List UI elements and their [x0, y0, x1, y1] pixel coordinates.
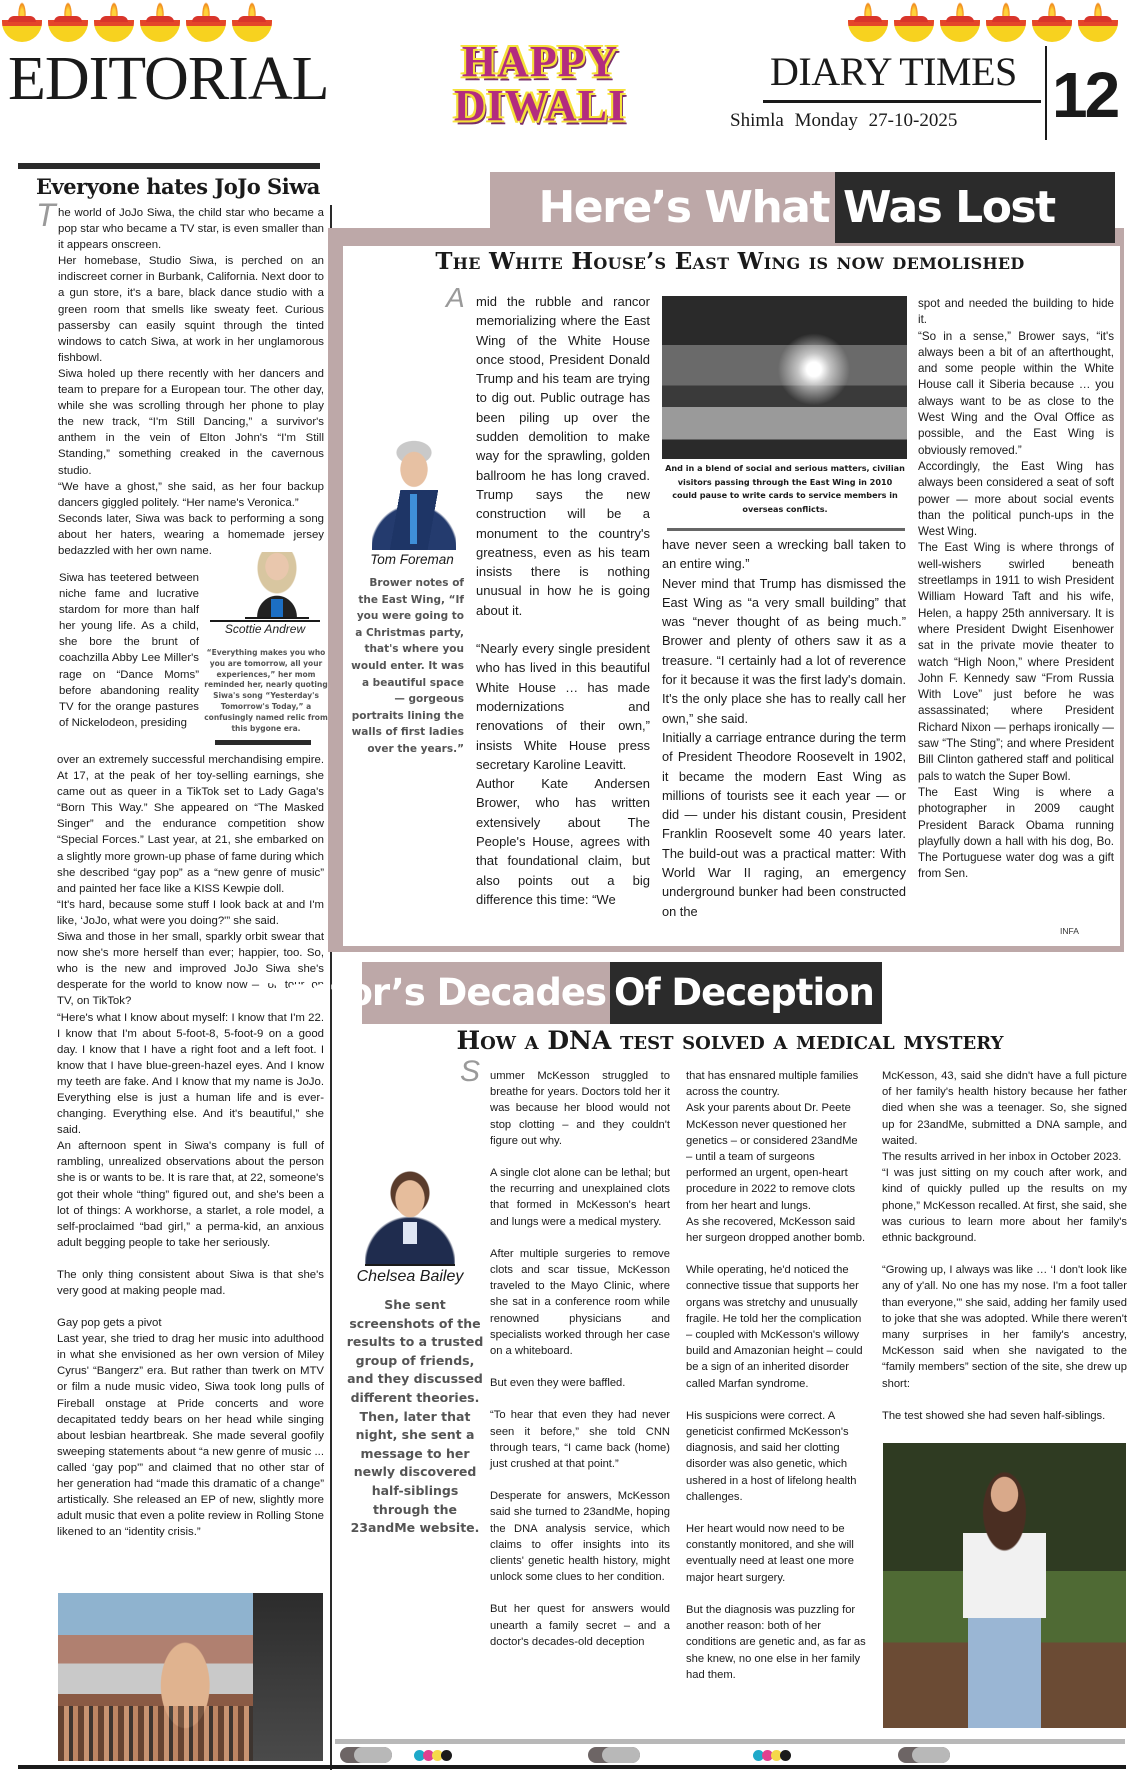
- spacer: [882, 1392, 1127, 1408]
- diya-lamp-icon: [184, 0, 228, 45]
- paragraph: he world of JoJo Siwa, the child star who became a pop star who became a TV star, is even smaller than it appears onscreen.: [58, 207, 324, 252]
- spacer: [490, 1391, 670, 1407]
- festival-line-1: HAPPY: [461, 37, 619, 86]
- paragraph: Accordingly, the East Wing has always been considered a seat of soft power — more about social events than the political punch-ups in the West Wing.: [918, 459, 1114, 539]
- author-photo: [365, 1168, 455, 1266]
- diya-lamp-icon: [138, 0, 182, 45]
- left-article-body-bottom: [57, 752, 324, 1540]
- author-name: Chelsea Bailey: [356, 1268, 464, 1285]
- festival-line-2: DIWALI: [453, 81, 627, 130]
- diya-lamp-icon: [1030, 0, 1074, 45]
- east-wing-photo: [662, 296, 907, 459]
- banner-text-light: Here’s What: [538, 182, 829, 233]
- spacer: [57, 1251, 324, 1267]
- paragraph: Never mind that Trump has dismissed the East Wing as “a very small building” that was “never thought of as being much.” Brower and plenty of others saw it as a treasure. “I certainly had a lot of reverence for it because it was the first lady's domain. It's the only place she has to really call her own,” she said.: [662, 575, 906, 726]
- registration-pill-icon: [340, 1747, 392, 1763]
- festival-greeting: [440, 37, 640, 130]
- diya-lamp-icon: [892, 0, 936, 45]
- paragraph: But the diagnosis was puzzling for another reason: both of her conditions are genetic and, as far as she knew, no one else in her family had them.: [686, 1603, 866, 1681]
- registration-pill-icon: [588, 1747, 640, 1763]
- diya-lamp-icon: [846, 0, 890, 45]
- paragraph: Her heart would now need to be constantly monitored, and she will eventually need at least one more major heart surgery.: [686, 1523, 854, 1584]
- masthead-title: DIARY TIMES: [770, 49, 1017, 94]
- section-a-column-3: [918, 296, 1114, 883]
- left-article-body-top: [36, 197, 324, 559]
- pull-quote: “Everything makes you who you are tomorrow, all your experiences,” her mom reminded her, nearly quoting Siwa's song “Yesterday's Tomorrow's Today,” a confusingly named relic from this bygone era.: [204, 648, 328, 733]
- section-b-column-2: [686, 1068, 866, 1683]
- paragraph: Last year, she tried to drag her music into adulthood in what she envisioned as her own version of Miley Cyrus' “Bangerz” era. But rather than twerk on MTV or film a nude music video, Siwa took long pulls of Fireball onstage at Pride concerts and wore decapitated teddy bears on her head while singing about lesbian heartbreak. She made several goofily sweeping statements about “a new genre of music ... called ‘gay pop'” and claimed that no other star of her generation had “made this dramatic of a change” artistically. She released an EP of new, slightly more adult music that even a polite review in Rolling Stone likened to an “identity crisis.”: [57, 1333, 324, 1539]
- section-b-column-3: [882, 1068, 1127, 1424]
- paragraph: “I was just sitting on my couch after work, and kind of quickly pulled up the results on my phone,” McKesson recalled. At first, she said, she was curious to learn more about her family's ethnic background.: [882, 1167, 1128, 1245]
- section-a-banner-light: [490, 172, 835, 243]
- paragraph: “Nearly every single president who has lived in this beautiful White House … has made modernizations and renovations of their own,” insists White House press secretary Karoline Leavitt.: [476, 641, 650, 772]
- spacer: [490, 1585, 670, 1601]
- author-photo: [245, 545, 309, 619]
- section-a-banner-dark: [835, 172, 1115, 243]
- dateline-date: 27-10-2025: [868, 110, 958, 131]
- author-name: Scottie Andrew: [224, 622, 306, 636]
- paragraph: The only thing consistent about Siwa is that she's very good at making people mad.: [57, 1268, 324, 1297]
- credit-line: INFA: [1060, 926, 1079, 936]
- concert-photo: [58, 1593, 323, 1761]
- pull-quote: She sent screenshots of the results to a trusted group of friends, and they discussed different theories. Then, later that night, she sent a message to her newly discovered half-siblings through the 23andMe website.: [346, 1297, 484, 1536]
- diya-lamp-icon: [1076, 0, 1120, 45]
- section-a-column-1: [446, 282, 650, 909]
- mckesson-photo: [883, 1443, 1126, 1728]
- paragraph: As she recovered, McKesson said her surgeon dropped another bomb.: [686, 1215, 866, 1245]
- paragraph: A single clot alone can be lethal; but the recurring and unexplained clots that formed in McKesson's heart and lungs were a medical mystery.: [490, 1167, 670, 1228]
- paragraph: that has ensnared multiple families across the country.: [686, 1070, 859, 1099]
- spacer: [490, 1149, 670, 1165]
- pull-quote-rule: [215, 740, 311, 745]
- registration-pill-icon: [898, 1747, 950, 1763]
- banner-text-light: Doctor’s Decades: [255, 971, 606, 1014]
- left-article-narrow-text: Siwa has teetered between niche fame and lucrative stardom for more than half her young life. As a child, she bore the brunt of coachzilla Abby Lee Miller's rage on “Dance Moms” before abandoning reality TV for the orange pastures of Nickelodeon, presiding: [59, 572, 199, 729]
- spacer: [490, 1359, 670, 1375]
- diya-lamp-icon: [938, 0, 982, 45]
- diya-row-right: [846, 0, 1120, 45]
- paragraph: “To hear that even they had never seen it before,” she told CNN through tears, “I came back (home) just crushed at that point.”: [490, 1409, 670, 1471]
- drop-cap: A: [446, 282, 465, 313]
- spacer: [686, 1392, 866, 1408]
- paragraph: Her homebase, Studio Siwa, is perched on an indiscreet corner in Burbank, California. Next door to a gun store, it's a bare, black dance studio with a green room that smells like sweaty feet. Curious passersby can easily squint through the tinted windows to catch Siwa, at work in her unglamorous fishbowl.: [58, 255, 324, 364]
- paragraph: Author Kate Andersen Brower, who has written extensively about The People's House, agrees with that foundational claim, but also points out a big difference this time: “We: [476, 776, 650, 907]
- diya-lamp-icon: [92, 0, 136, 45]
- paragraph: Siwa and those in her small, sparkly orbit swear that now she's more herself than ever; happier, too. So, who is the new and improved JoJo Siwa she's desperate for the world to know now — on tour, on TV, on TikTok?: [57, 931, 324, 1008]
- pull-quote: Brower notes of the East Wing, “If you were going to a Christmas party, that's where you would enter. It was a beautiful space — gorgeous portraits lining the walls of first ladies over the years.”: [351, 577, 464, 755]
- spacer: [476, 620, 650, 639]
- spacer: [490, 1472, 670, 1488]
- spacer: [686, 1586, 866, 1602]
- paragraph: Desperate for answers, McKesson said she turned to 23andMe, hoping the DNA analysis service, which claims to offer insights into its clients' genetic health history, might unlock some clues to her condition.: [490, 1490, 670, 1584]
- paragraph: But even they were baffled.: [490, 1377, 626, 1390]
- section-title: EDITORIAL: [8, 45, 329, 113]
- paragraph: “It's hard, because some stuff I look back at and I'm like, ‘JoJo, what were you doing?'” she said.: [57, 898, 324, 927]
- paragraph: “Growing up, I always was like … ‘I don't look like any of y'all. No one has my nose. I'm a foot taller than everyone,'” she said, adding her family used to joke that she was adopted. While there weren't many surprises in her family's ancestry, McKesson said when she navigated to the “family members” section of the site, she drew up short:: [882, 1264, 1127, 1390]
- banner-text-dark: Of Deception: [614, 971, 874, 1014]
- author-name: Tom Foreman: [370, 552, 454, 567]
- paragraph: Ask your parents about Dr. Peete McKesson never questioned her genetics – or considered 23andMe – until a team of surgeons performed an urgent, open-heart procedure in 2022 to remove clots from her heart and lungs.: [686, 1102, 858, 1212]
- photo-caption: And in a blend of social and serious matters, civilian visitors passing through the East Wing in 2010 could pause to write cards to service members in overseas conflicts.: [665, 463, 905, 514]
- masthead-divider: [1045, 46, 1047, 140]
- section-a-column-2: [662, 535, 906, 921]
- spacer: [490, 1230, 670, 1246]
- paragraph: The test showed she had seven half-siblings.: [882, 1409, 1106, 1422]
- dateline-day: Monday: [794, 110, 858, 131]
- diya-lamp-icon: [0, 0, 44, 45]
- dateline-city: Shimla: [730, 110, 784, 131]
- paragraph: After multiple surgeries to remove clots and scar tissue, McKesson traveled to the Mayo Clinic, where she sat in a conference room while renowned physicians and specialists worked through her case on a whiteboard.: [490, 1247, 670, 1358]
- paragraph: An afternoon spent in Siwa's company is full of rambling, unrealized observations about the person she is or wants to be. It is rare that, at 22, someone's got their whole “thing” figured out, and she's been a lot of things: A workhorse, a starlet, a role model, a self-proclaimed “bad girl,” a perma-kid, an anxious adult begging people to take her seriously.: [57, 1140, 324, 1249]
- cmyk-dots-icon: [414, 1750, 450, 1761]
- spacer: [57, 1299, 324, 1315]
- section-b-column-1: [460, 1055, 670, 1650]
- paragraph: “We have a ghost,” she said, as her four backup dancers giggled politely. “Her name's Veronica.”: [58, 480, 324, 509]
- subheading: Gay pop gets a pivot: [57, 1317, 162, 1330]
- author-photo: [372, 438, 456, 550]
- paragraph: have never seen a wrecking ball taken to an entire wing.”: [662, 537, 906, 572]
- paragraph: mid the rubble and rancor memorializing where the East Wing of the White House once stood, President Donald Trump and his team are trying to dig out. Public outrage has been piling up over the sudden demolition to make way for the sprawling, golden ballroom he has long craved. Trump says the new construction will be a monument to the country's greatness, even as his team insists there is nothing unusual in how he is going about it.: [476, 294, 650, 618]
- paragraph: Seconds later, Siwa was back to performing a song about her haters, wearing a homemade jersey bedazzled with her own name.: [58, 512, 324, 557]
- diya-lamp-icon: [230, 0, 274, 45]
- section-b-banner-light: [255, 962, 610, 1024]
- paragraph: “So in a sense,” Brower says, “it's always been a bit of an afterthought, and some people within the White House call it Siberia because … you always want to be as close to the West Wing and the Oval Office as possible, and the East Wing is obviously removed.”: [918, 329, 1114, 457]
- spacer: [882, 1246, 1127, 1262]
- section-a-subhead: The White House’s East Wing is now demolished: [435, 248, 1025, 275]
- paragraph: The East Wing is where throngs of well-wishers swirled beneath streetlamps in 1911 to wish President William Howard Taft and his wife, Helen, a happy 25th anniversary. It is where President Dwight Eisenhower sat in the private movie theater to watch “High Noon,” where President John F. Kennedy saw “From Russia With Love” just before he was assassinated; where President Richard Nixon — perhaps ironically — saw “The Sting”; and where President Bill Clinton gathered staff and political pals to watch the Super Bowl.: [918, 541, 1114, 783]
- drop-cap: S: [460, 1055, 481, 1088]
- paragraph: spot and needed the building to hide it.: [918, 297, 1114, 327]
- paragraph: ummer McKesson struggled to breathe for years. Doctors told her it was because her blood would not stop clotting – and they couldn't figure out why.: [490, 1070, 670, 1147]
- page-number: 12: [1052, 59, 1118, 131]
- paragraph: The results arrived in her inbox in October 2023.: [882, 1151, 1122, 1164]
- drop-cap: T: [36, 197, 56, 233]
- paragraph: McKesson, 43, said she didn't have a full picture of her family's health history because her father died when she was a teenager. So, she signed up for 23andMe, submitted a DNA sample, and waited.: [882, 1070, 1127, 1147]
- paragraph: Siwa holed up there recently with her dancers and team to prepare for a European tour. The other day, while she was scrolling through her phone to play the new track, “I'm Still Dancing,” a survivor's anthem in the vein of Elton John's “I'm Still Standing,” something creaked in the cavernous studio.: [58, 367, 324, 477]
- spacer: [686, 1505, 866, 1521]
- paragraph: over an extremely successful merchandising empire. At 17, at the peak of her toy-selling earnings, she came out as queer in a TikTok set to Lady Gaga's “Born This Way.” She appeared on “The Masked Singer” and the endurance competition show “Special Forces.” Last year, at 21, she embarked on a slightly more grown-up phase of fame during which she described “gay pop” as a “new genre of music” and painted her face like a KISS Kewpie doll.: [57, 754, 324, 895]
- paragraph: The East Wing is where a photographer in 2009 caught President Barack Obama running playfully down a hall with his dog, Bo. The Portuguese water dog was a gift from Sen.: [918, 785, 1114, 881]
- footer-black-rule: [18, 1765, 1126, 1769]
- banner-text-dark: Was Lost: [843, 182, 1055, 233]
- section-b-subhead: How a DNA test solved a medical mystery: [456, 1026, 1004, 1055]
- cmyk-dots-icon: [753, 1750, 789, 1761]
- paragraph: Initially a carriage entrance during the term of President Theodore Roosevelt in 1902, it became the modern East Wing as millions of tourists see it each year — or did — under his distant cousin, President Franklin Roosevelt some 40 years later. The build-out was a practical matter: With World War II raging, an emergency underground bunker had been constructed on the: [662, 729, 906, 919]
- diya-lamp-icon: [46, 0, 90, 45]
- footer-gray-rule: [335, 1739, 1125, 1744]
- masthead-rule: [763, 100, 1041, 103]
- left-article-title: Everyone hates JoJo Siwa: [36, 174, 320, 199]
- column-top-rule: [18, 163, 320, 169]
- caption-rule: [667, 528, 905, 531]
- section-b-banner-dark: [610, 962, 882, 1024]
- spacer: [686, 1246, 866, 1262]
- diya-row-left: [0, 0, 274, 45]
- dateline: [730, 110, 957, 132]
- paragraph: But her quest for answers would unearth a family secret – and a doctor's decades-old deception: [490, 1603, 670, 1648]
- diya-lamp-icon: [984, 0, 1028, 45]
- paragraph: “Here's what I know about myself: I know that I'm 22. I know that I'm about 5-foot-8, 5-foot-9 on a good day. I know that I have a right foot and a left foot. I know that I have blue-green-hazel eyes. And I know my teeth are fake. And I know that my name is JoJo. Everything else is just a human life and is ever-changing. Everything else. And it's beautiful,” she said.: [57, 1011, 324, 1137]
- paragraph: While operating, he'd noticed the connective tissue that supports her organs was stretchy and unusually fragile. He told her the complication – coupled with McKesson's willowy build and Amazonian height – could be a sign of an inherited disorder called Marfan syndrome.: [686, 1264, 863, 1390]
- paragraph: His suspicions were correct. A geneticist confirmed McKesson's diagnosis, and said her clotting disorder was also genetic, which ushered in a host of lifelong health challenges.: [686, 1409, 857, 1503]
